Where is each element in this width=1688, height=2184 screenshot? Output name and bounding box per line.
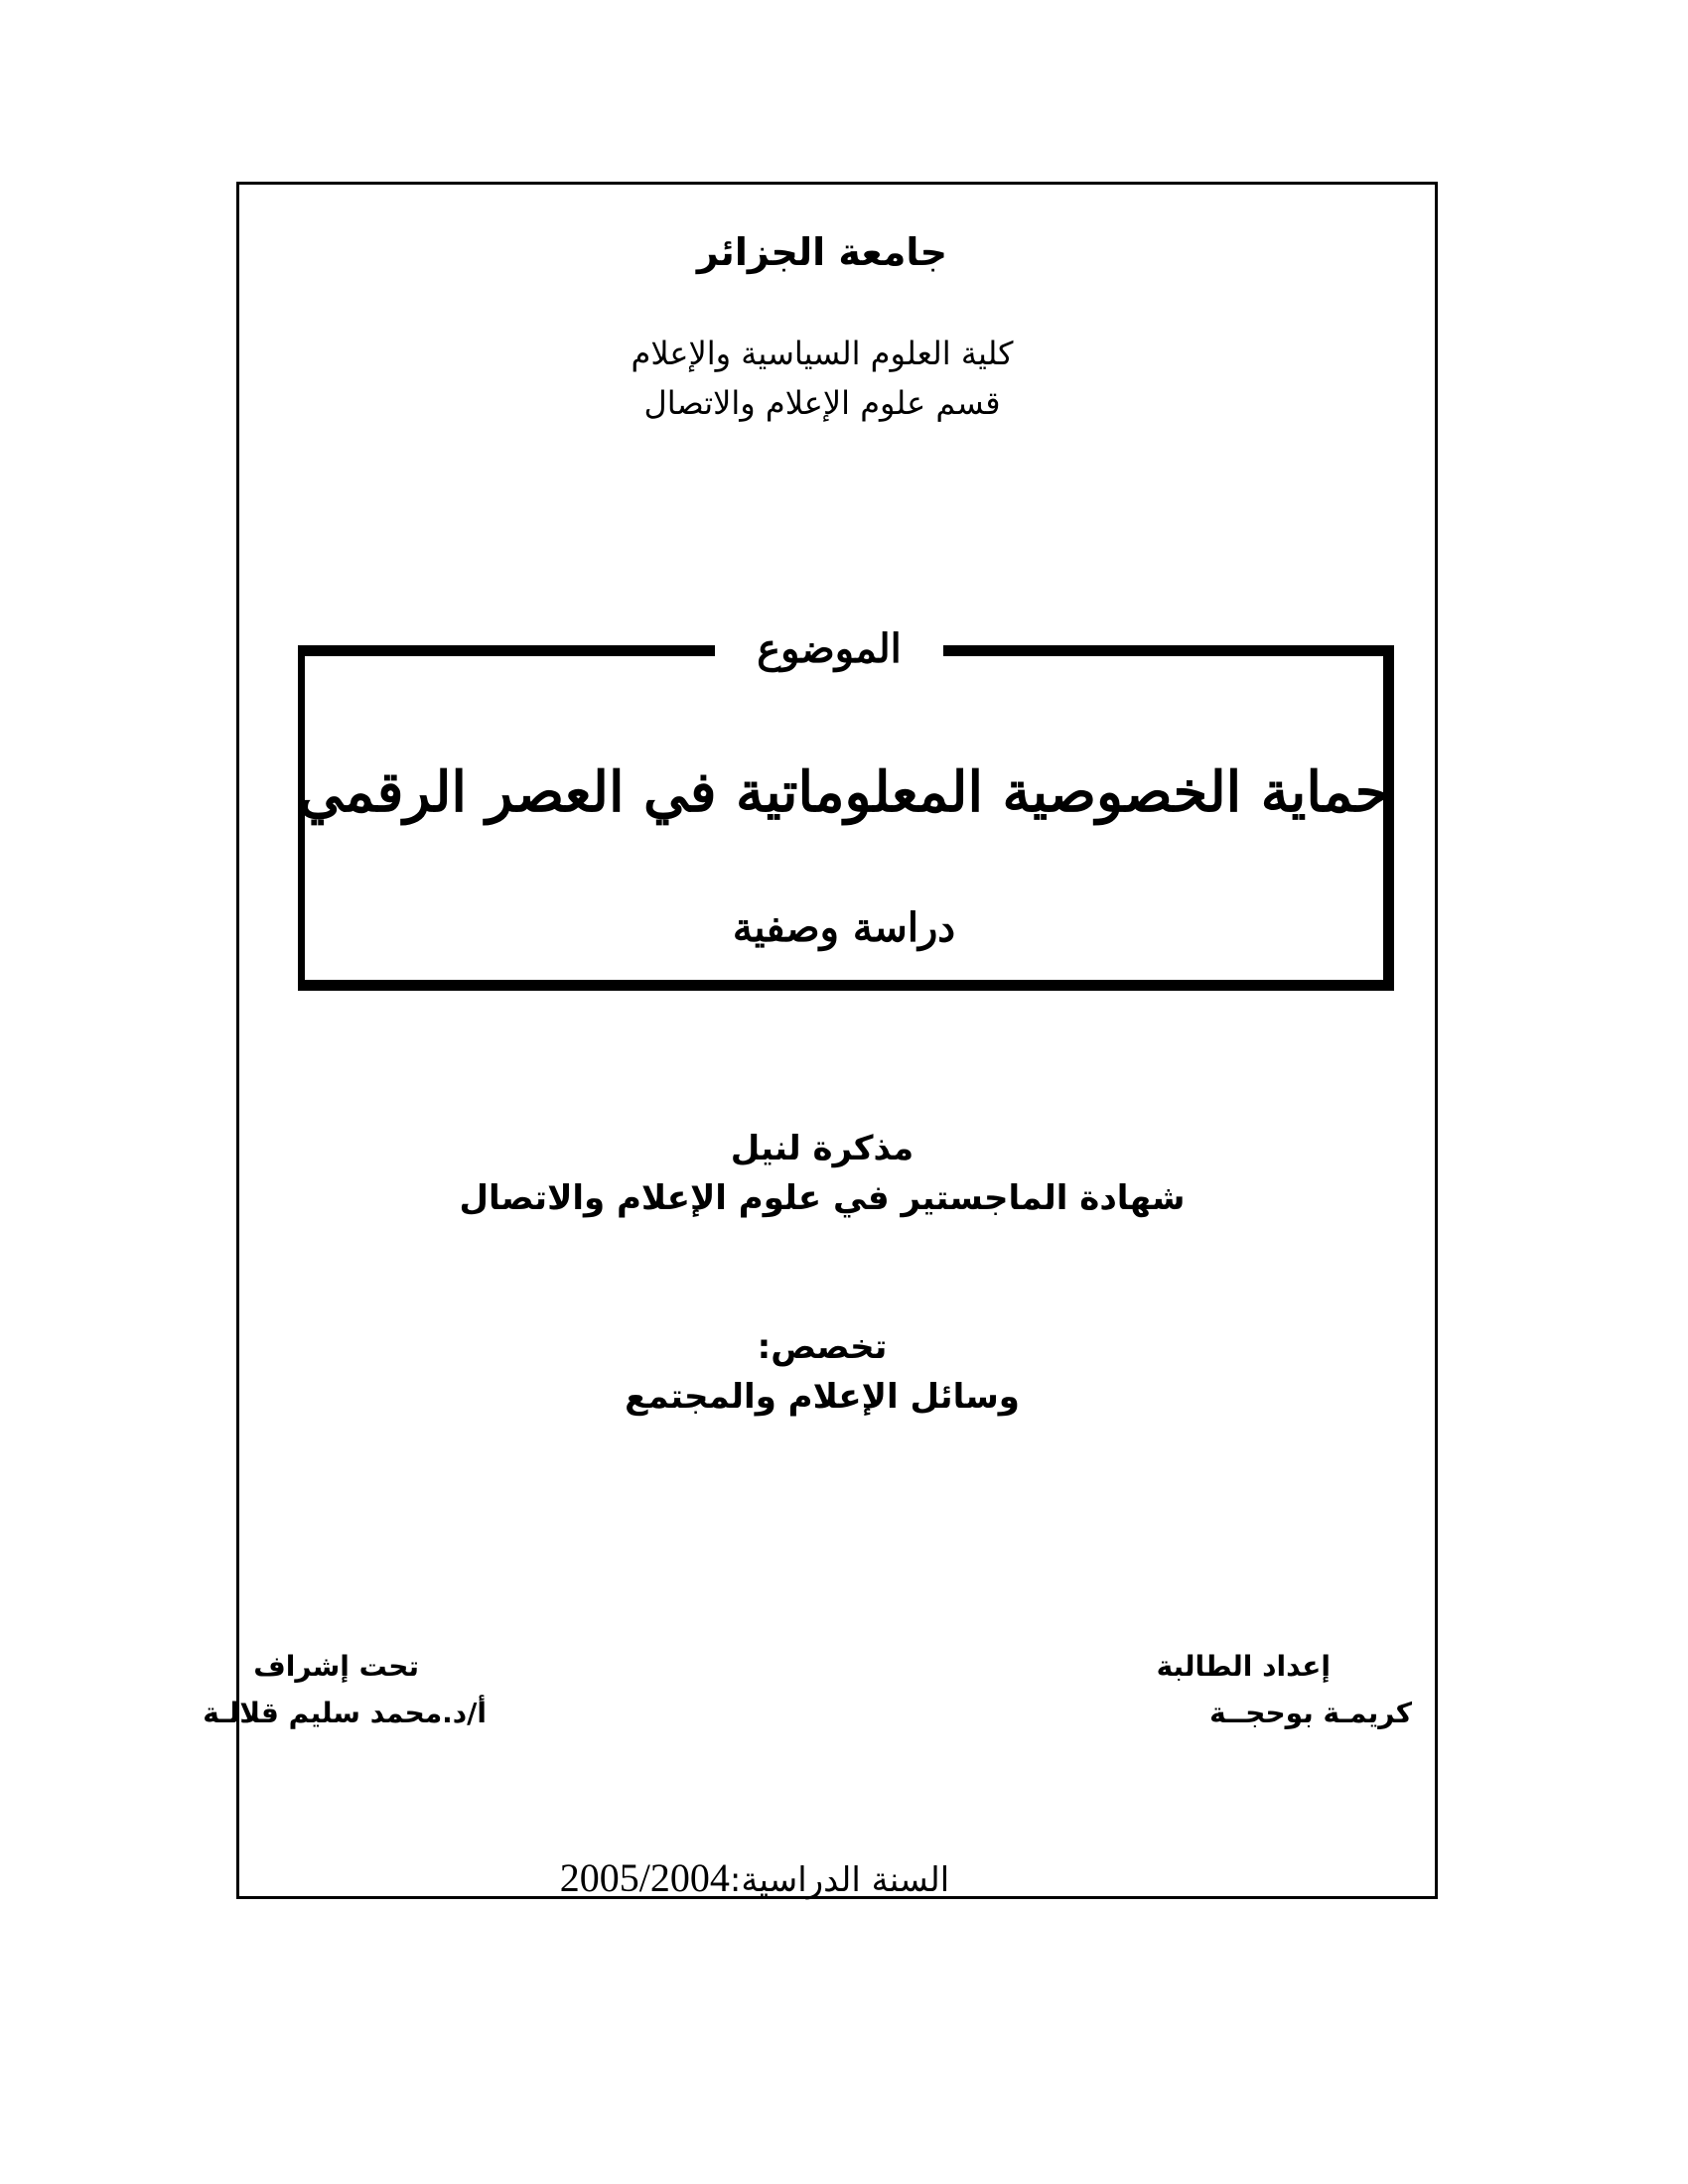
department-name: قسم علوم الإعلام والاتصال	[643, 384, 1001, 422]
faculty-name: كلية العلوم السياسية والإعلام	[631, 335, 1014, 372]
page-border	[236, 182, 1438, 1899]
academic-year-value: 2005/2004	[559, 1855, 730, 1900]
student-label: إعداد الطالبة	[1156, 1650, 1331, 1683]
memo-line: مذكرة لنيل	[730, 1129, 914, 1168]
academic-year-label: السنة الدراسية:	[729, 1860, 950, 1900]
academic-year	[0, 1855, 1599, 1900]
university-name: جامعة الجزائر	[696, 230, 948, 274]
topic-label: الموضوع	[715, 623, 943, 675]
specialization-label: تخصص:	[757, 1327, 888, 1367]
specialization-value: وسائل الإعلام والمجتمع	[625, 1377, 1020, 1417]
student-name: كريمـة بوحجــة	[1209, 1697, 1412, 1729]
degree-line: شهادة الماجستير في علوم الإعلام والاتصال	[459, 1178, 1186, 1218]
supervisor-name: أ/د.محمد سليم قلالـة	[203, 1697, 487, 1729]
supervisor-label: تحت إشراف	[253, 1650, 419, 1683]
thesis-title: حماية الخصوصية المعلوماتية في العصر الرقمي	[298, 759, 1390, 825]
thesis-subtitle: دراسة وصفية	[732, 904, 956, 951]
